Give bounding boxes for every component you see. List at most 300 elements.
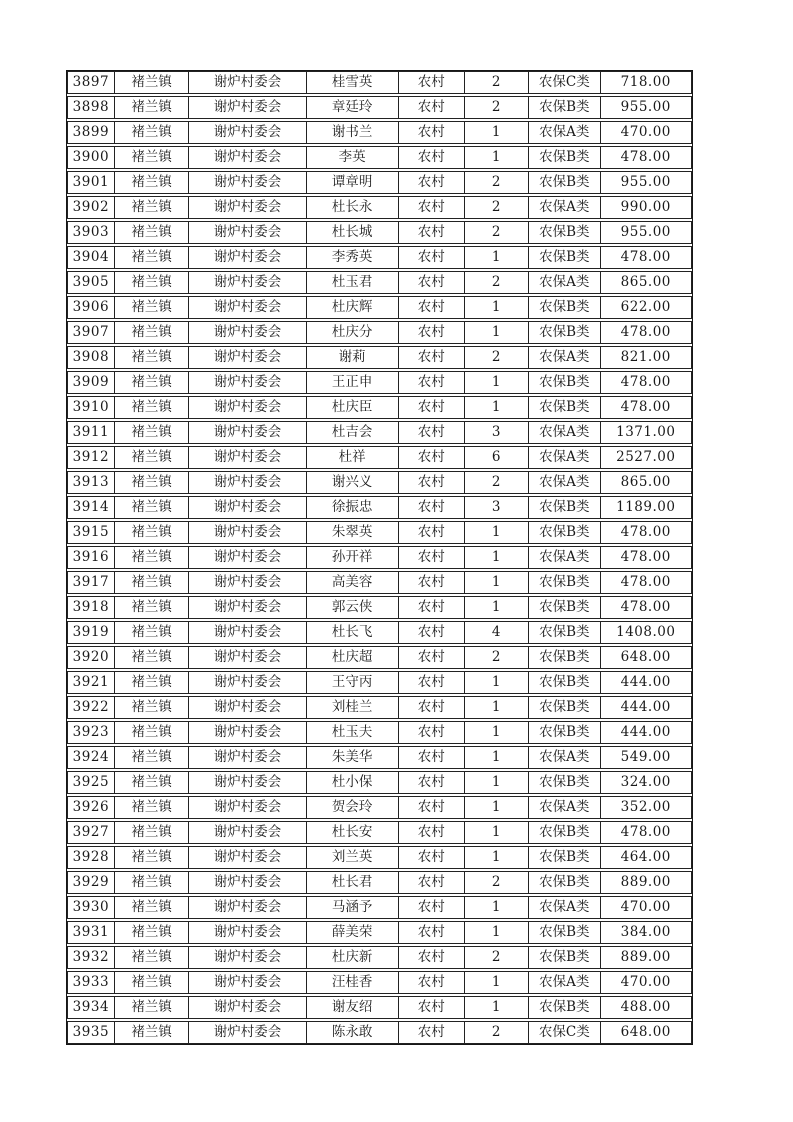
cell-town: 褚兰镇 bbox=[115, 97, 190, 118]
cell-household_type: 农村 bbox=[399, 522, 465, 543]
table-row bbox=[67, 796, 692, 819]
cell-household_type: 农村 bbox=[399, 597, 465, 618]
cell-household_type: 农村 bbox=[399, 672, 465, 693]
cell-name: 杜庆新 bbox=[307, 947, 399, 968]
cell-village_committee: 谢炉村委会 bbox=[189, 472, 306, 493]
table-row bbox=[67, 121, 692, 144]
cell-insurance_category: 农保A类 bbox=[529, 472, 601, 493]
cell-insurance_category: 农保B类 bbox=[529, 172, 601, 193]
cell-household_type: 农村 bbox=[399, 797, 465, 818]
cell-village_committee: 谢炉村委会 bbox=[189, 947, 306, 968]
cell-person_count: 2 bbox=[465, 222, 529, 243]
cell-name: 章廷玲 bbox=[307, 97, 399, 118]
cell-household_type: 农村 bbox=[399, 72, 465, 93]
cell-amount: 444.00 bbox=[620, 698, 671, 715]
cell-insurance_category: 农保B类 bbox=[529, 947, 601, 968]
cell-insurance_category: 农保A类 bbox=[529, 197, 601, 218]
cell-serial: 3926 bbox=[68, 797, 115, 818]
cell-name: 李秀英 bbox=[307, 247, 399, 268]
cell-serial: 3916 bbox=[68, 547, 115, 568]
cell-serial: 3920 bbox=[68, 647, 115, 668]
cell-serial: 3917 bbox=[68, 572, 115, 593]
cell-insurance_category: 农保B类 bbox=[529, 297, 601, 318]
cell-name: 薛美荣 bbox=[307, 922, 399, 943]
cell-town: 褚兰镇 bbox=[115, 422, 190, 443]
cell-household_type: 农村 bbox=[399, 622, 465, 643]
cell-serial: 3913 bbox=[68, 472, 115, 493]
cell-household_type: 农村 bbox=[399, 872, 465, 893]
cell-person_count: 2 bbox=[465, 947, 529, 968]
cell-insurance_category: 农保B类 bbox=[529, 697, 601, 718]
cell-person_count: 1 bbox=[465, 297, 529, 318]
cell-person_count: 1 bbox=[465, 597, 529, 618]
cell-serial: 3927 bbox=[68, 822, 115, 843]
table-row bbox=[67, 521, 692, 544]
cell-serial: 3931 bbox=[68, 922, 115, 943]
cell-town: 褚兰镇 bbox=[115, 897, 190, 918]
cell-amount: 478.00 bbox=[620, 548, 671, 565]
cell-serial: 3932 bbox=[68, 947, 115, 968]
cell-serial: 3934 bbox=[68, 997, 115, 1018]
cell-name: 杜小保 bbox=[307, 772, 399, 793]
cell-amount: 889.00 bbox=[620, 873, 671, 890]
table-row bbox=[67, 696, 692, 719]
cell-serial: 3900 bbox=[68, 147, 115, 168]
cell-household_type: 农村 bbox=[399, 372, 465, 393]
cell-amount: 648.00 bbox=[620, 648, 671, 665]
cell-town: 褚兰镇 bbox=[115, 772, 190, 793]
cell-person_count: 1 bbox=[465, 247, 529, 268]
table-row bbox=[67, 446, 692, 469]
cell-insurance_category: 农保B类 bbox=[529, 822, 601, 843]
cell-person_count: 1 bbox=[465, 997, 529, 1018]
cell-serial: 3928 bbox=[68, 847, 115, 868]
cell-insurance_category: 农保B类 bbox=[529, 597, 601, 618]
cell-insurance_category: 农保A类 bbox=[529, 797, 601, 818]
cell-household_type: 农村 bbox=[399, 322, 465, 343]
cell-amount: 955.00 bbox=[620, 173, 671, 190]
cell-serial: 3911 bbox=[68, 422, 115, 443]
cell-household_type: 农村 bbox=[399, 697, 465, 718]
cell-village_committee: 谢炉村委会 bbox=[189, 622, 306, 643]
cell-village_committee: 谢炉村委会 bbox=[189, 122, 306, 143]
table-row bbox=[67, 996, 692, 1019]
cell-amount: 478.00 bbox=[620, 323, 671, 340]
cell-insurance_category: 农保B类 bbox=[529, 847, 601, 868]
cell-person_count: 2 bbox=[465, 97, 529, 118]
cell-amount: 549.00 bbox=[620, 748, 671, 765]
cell-household_type: 农村 bbox=[399, 897, 465, 918]
cell-insurance_category: 农保B类 bbox=[529, 872, 601, 893]
cell-village_committee: 谢炉村委会 bbox=[189, 97, 306, 118]
cell-name: 杜庆超 bbox=[307, 647, 399, 668]
cell-amount: 470.00 bbox=[620, 898, 671, 915]
cell-person_count: 1 bbox=[465, 822, 529, 843]
cell-village_committee: 谢炉村委会 bbox=[189, 222, 306, 243]
cell-insurance_category: 农保A类 bbox=[529, 897, 601, 918]
cell-person_count: 2 bbox=[465, 647, 529, 668]
cell-name: 杜长安 bbox=[307, 822, 399, 843]
cell-serial: 3915 bbox=[68, 522, 115, 543]
cell-village_committee: 谢炉村委会 bbox=[189, 797, 306, 818]
cell-town: 褚兰镇 bbox=[115, 222, 190, 243]
cell-name: 汪桂香 bbox=[307, 972, 399, 993]
cell-serial: 3924 bbox=[68, 747, 115, 768]
cell-person_count: 1 bbox=[465, 397, 529, 418]
cell-village_committee: 谢炉村委会 bbox=[189, 72, 306, 93]
cell-household_type: 农村 bbox=[399, 247, 465, 268]
cell-village_committee: 谢炉村委会 bbox=[189, 747, 306, 768]
cell-village_committee: 谢炉村委会 bbox=[189, 322, 306, 343]
cell-amount: 470.00 bbox=[620, 973, 671, 990]
cell-village_committee: 谢炉村委会 bbox=[189, 497, 306, 518]
cell-household_type: 农村 bbox=[399, 172, 465, 193]
cell-name: 杜长飞 bbox=[307, 622, 399, 643]
cell-amount: 1189.00 bbox=[616, 498, 676, 515]
cell-name: 谢书兰 bbox=[307, 122, 399, 143]
cell-insurance_category: 农保C类 bbox=[529, 1022, 601, 1043]
cell-town: 褚兰镇 bbox=[115, 747, 190, 768]
cell-name: 杜庆辉 bbox=[307, 297, 399, 318]
cell-household_type: 农村 bbox=[399, 1022, 465, 1043]
cell-serial: 3907 bbox=[68, 322, 115, 343]
cell-town: 褚兰镇 bbox=[115, 397, 190, 418]
table-row bbox=[67, 221, 692, 244]
cell-town: 褚兰镇 bbox=[115, 1022, 190, 1043]
cell-village_committee: 谢炉村委会 bbox=[189, 572, 306, 593]
cell-serial: 3935 bbox=[68, 1022, 115, 1043]
cell-name: 孙开祥 bbox=[307, 547, 399, 568]
cell-amount: 478.00 bbox=[620, 823, 671, 840]
cell-town: 褚兰镇 bbox=[115, 722, 190, 743]
cell-serial: 3902 bbox=[68, 197, 115, 218]
cell-village_committee: 谢炉村委会 bbox=[189, 297, 306, 318]
cell-serial: 3929 bbox=[68, 872, 115, 893]
cell-town: 褚兰镇 bbox=[115, 947, 190, 968]
cell-amount: 2527.00 bbox=[616, 448, 676, 465]
cell-amount: 478.00 bbox=[620, 573, 671, 590]
cell-person_count: 3 bbox=[465, 422, 529, 443]
cell-insurance_category: 农保A类 bbox=[529, 747, 601, 768]
cell-village_committee: 谢炉村委会 bbox=[189, 247, 306, 268]
table-row bbox=[67, 946, 692, 969]
table-row bbox=[67, 421, 692, 444]
table-row bbox=[67, 921, 692, 944]
cell-serial: 3898 bbox=[68, 97, 115, 118]
cell-serial: 3912 bbox=[68, 447, 115, 468]
cell-village_committee: 谢炉村委会 bbox=[189, 447, 306, 468]
cell-amount: 324.00 bbox=[620, 773, 671, 790]
cell-serial: 3925 bbox=[68, 772, 115, 793]
cell-name: 王守丙 bbox=[307, 672, 399, 693]
cell-village_committee: 谢炉村委会 bbox=[189, 922, 306, 943]
table-row bbox=[67, 971, 692, 994]
cell-village_committee: 谢炉村委会 bbox=[189, 597, 306, 618]
cell-insurance_category: 农保B类 bbox=[529, 247, 601, 268]
cell-household_type: 农村 bbox=[399, 922, 465, 943]
cell-insurance_category: 农保B类 bbox=[529, 997, 601, 1018]
cell-household_type: 农村 bbox=[399, 147, 465, 168]
cell-town: 褚兰镇 bbox=[115, 647, 190, 668]
cell-person_count: 2 bbox=[465, 197, 529, 218]
cell-amount: 384.00 bbox=[620, 923, 671, 940]
cell-amount: 444.00 bbox=[620, 723, 671, 740]
cell-household_type: 农村 bbox=[399, 647, 465, 668]
cell-name: 刘桂兰 bbox=[307, 697, 399, 718]
cell-village_committee: 谢炉村委会 bbox=[189, 347, 306, 368]
cell-person_count: 2 bbox=[465, 172, 529, 193]
cell-town: 褚兰镇 bbox=[115, 847, 190, 868]
cell-town: 褚兰镇 bbox=[115, 997, 190, 1018]
cell-town: 褚兰镇 bbox=[115, 247, 190, 268]
cell-insurance_category: 农保B类 bbox=[529, 522, 601, 543]
table-row bbox=[67, 371, 692, 394]
cell-amount: 1371.00 bbox=[616, 423, 676, 440]
cell-amount: 955.00 bbox=[620, 223, 671, 240]
cell-name: 杜庆分 bbox=[307, 322, 399, 343]
cell-insurance_category: 农保C类 bbox=[529, 72, 601, 93]
cell-household_type: 农村 bbox=[399, 447, 465, 468]
cell-person_count: 1 bbox=[465, 672, 529, 693]
cell-name: 杜玉夫 bbox=[307, 722, 399, 743]
cell-amount: 1408.00 bbox=[616, 623, 676, 640]
cell-insurance_category: 农保A类 bbox=[529, 447, 601, 468]
cell-person_count: 2 bbox=[465, 872, 529, 893]
cell-person_count: 2 bbox=[465, 347, 529, 368]
table-row bbox=[67, 546, 692, 569]
cell-person_count: 1 bbox=[465, 747, 529, 768]
cell-household_type: 农村 bbox=[399, 847, 465, 868]
cell-person_count: 1 bbox=[465, 897, 529, 918]
cell-amount: 955.00 bbox=[620, 98, 671, 115]
cell-household_type: 农村 bbox=[399, 347, 465, 368]
cell-village_committee: 谢炉村委会 bbox=[189, 647, 306, 668]
cell-town: 褚兰镇 bbox=[115, 372, 190, 393]
table-row bbox=[67, 621, 692, 644]
cell-name: 李英 bbox=[307, 147, 399, 168]
cell-insurance_category: 农保B类 bbox=[529, 922, 601, 943]
table-row bbox=[67, 846, 692, 869]
cell-village_committee: 谢炉村委会 bbox=[189, 697, 306, 718]
cell-town: 褚兰镇 bbox=[115, 297, 190, 318]
cell-village_committee: 谢炉村委会 bbox=[189, 197, 306, 218]
cell-serial: 3922 bbox=[68, 697, 115, 718]
cell-insurance_category: 农保B类 bbox=[529, 622, 601, 643]
cell-serial: 3899 bbox=[68, 122, 115, 143]
cell-insurance_category: 农保B类 bbox=[529, 497, 601, 518]
cell-person_count: 1 bbox=[465, 572, 529, 593]
cell-serial: 3923 bbox=[68, 722, 115, 743]
cell-village_committee: 谢炉村委会 bbox=[189, 822, 306, 843]
cell-household_type: 农村 bbox=[399, 572, 465, 593]
cell-insurance_category: 农保A类 bbox=[529, 972, 601, 993]
cell-household_type: 农村 bbox=[399, 222, 465, 243]
cell-village_committee: 谢炉村委会 bbox=[189, 1022, 306, 1043]
cell-household_type: 农村 bbox=[399, 497, 465, 518]
cell-name: 刘兰英 bbox=[307, 847, 399, 868]
cell-name: 马涵予 bbox=[307, 897, 399, 918]
cell-town: 褚兰镇 bbox=[115, 697, 190, 718]
cell-town: 褚兰镇 bbox=[115, 922, 190, 943]
cell-household_type: 农村 bbox=[399, 422, 465, 443]
cell-amount: 478.00 bbox=[620, 523, 671, 540]
table-row bbox=[67, 771, 692, 794]
cell-name: 桂雪英 bbox=[307, 72, 399, 93]
cell-person_count: 1 bbox=[465, 922, 529, 943]
cell-name: 郭云侠 bbox=[307, 597, 399, 618]
cell-town: 褚兰镇 bbox=[115, 322, 190, 343]
cell-name: 谭章明 bbox=[307, 172, 399, 193]
cell-village_committee: 谢炉村委会 bbox=[189, 772, 306, 793]
cell-name: 谢友绍 bbox=[307, 997, 399, 1018]
cell-insurance_category: 农保B类 bbox=[529, 222, 601, 243]
cell-person_count: 2 bbox=[465, 472, 529, 493]
table-row bbox=[67, 746, 692, 769]
cell-town: 褚兰镇 bbox=[115, 872, 190, 893]
cell-person_count: 1 bbox=[465, 147, 529, 168]
cell-insurance_category: 农保B类 bbox=[529, 672, 601, 693]
cell-amount: 470.00 bbox=[620, 123, 671, 140]
table-row bbox=[67, 721, 692, 744]
table-row bbox=[67, 246, 692, 269]
cell-name: 杜庆臣 bbox=[307, 397, 399, 418]
cell-amount: 444.00 bbox=[620, 673, 671, 690]
cell-person_count: 1 bbox=[465, 972, 529, 993]
cell-serial: 3914 bbox=[68, 497, 115, 518]
cell-household_type: 农村 bbox=[399, 272, 465, 293]
cell-amount: 464.00 bbox=[620, 848, 671, 865]
cell-name: 徐振忠 bbox=[307, 497, 399, 518]
cell-amount: 648.00 bbox=[620, 1023, 671, 1040]
cell-amount: 718.00 bbox=[620, 73, 671, 90]
cell-amount: 478.00 bbox=[620, 148, 671, 165]
cell-person_count: 1 bbox=[465, 772, 529, 793]
cell-amount: 478.00 bbox=[620, 598, 671, 615]
cell-serial: 3921 bbox=[68, 672, 115, 693]
cell-name: 杜吉会 bbox=[307, 422, 399, 443]
table-row bbox=[67, 296, 692, 319]
cell-village_committee: 谢炉村委会 bbox=[189, 872, 306, 893]
cell-person_count: 2 bbox=[465, 272, 529, 293]
cell-household_type: 农村 bbox=[399, 97, 465, 118]
cell-name: 朱美华 bbox=[307, 747, 399, 768]
cell-amount: 478.00 bbox=[620, 248, 671, 265]
cell-town: 褚兰镇 bbox=[115, 972, 190, 993]
cell-town: 褚兰镇 bbox=[115, 122, 190, 143]
cell-village_committee: 谢炉村委会 bbox=[189, 547, 306, 568]
cell-amount: 821.00 bbox=[620, 348, 671, 365]
cell-serial: 3901 bbox=[68, 172, 115, 193]
cell-person_count: 6 bbox=[465, 447, 529, 468]
cell-town: 褚兰镇 bbox=[115, 547, 190, 568]
cell-name: 朱翠英 bbox=[307, 522, 399, 543]
cell-village_committee: 谢炉村委会 bbox=[189, 172, 306, 193]
table-row bbox=[67, 71, 692, 94]
cell-amount: 865.00 bbox=[620, 273, 671, 290]
cell-village_committee: 谢炉村委会 bbox=[189, 897, 306, 918]
cell-insurance_category: 农保B类 bbox=[529, 647, 601, 668]
cell-serial: 3933 bbox=[68, 972, 115, 993]
cell-amount: 990.00 bbox=[620, 198, 671, 215]
cell-insurance_category: 农保B类 bbox=[529, 147, 601, 168]
cell-town: 褚兰镇 bbox=[115, 172, 190, 193]
cell-household_type: 农村 bbox=[399, 722, 465, 743]
cell-insurance_category: 农保A类 bbox=[529, 347, 601, 368]
table-row bbox=[67, 96, 692, 119]
cell-name: 谢莉 bbox=[307, 347, 399, 368]
cell-town: 褚兰镇 bbox=[115, 147, 190, 168]
cell-village_committee: 谢炉村委会 bbox=[189, 997, 306, 1018]
cell-amount: 889.00 bbox=[620, 948, 671, 965]
cell-name: 杜长城 bbox=[307, 222, 399, 243]
cell-town: 褚兰镇 bbox=[115, 347, 190, 368]
cell-village_committee: 谢炉村委会 bbox=[189, 722, 306, 743]
cell-person_count: 1 bbox=[465, 722, 529, 743]
cell-household_type: 农村 bbox=[399, 472, 465, 493]
cell-household_type: 农村 bbox=[399, 972, 465, 993]
table-row bbox=[67, 871, 692, 894]
cell-insurance_category: 农保B类 bbox=[529, 97, 601, 118]
cell-insurance_category: 农保A类 bbox=[529, 272, 601, 293]
cell-insurance_category: 农保B类 bbox=[529, 322, 601, 343]
table-row bbox=[67, 146, 692, 169]
table-row bbox=[67, 596, 692, 619]
cell-name: 杜玉君 bbox=[307, 272, 399, 293]
table-row bbox=[67, 571, 692, 594]
cell-household_type: 农村 bbox=[399, 397, 465, 418]
cell-insurance_category: 农保B类 bbox=[529, 572, 601, 593]
cell-household_type: 农村 bbox=[399, 747, 465, 768]
cell-town: 褚兰镇 bbox=[115, 797, 190, 818]
cell-household_type: 农村 bbox=[399, 297, 465, 318]
cell-serial: 3903 bbox=[68, 222, 115, 243]
cell-person_count: 2 bbox=[465, 72, 529, 93]
cell-insurance_category: 农保A类 bbox=[529, 422, 601, 443]
cell-serial: 3897 bbox=[68, 72, 115, 93]
cell-person_count: 1 bbox=[465, 372, 529, 393]
table-row bbox=[67, 196, 692, 219]
cell-serial: 3930 bbox=[68, 897, 115, 918]
cell-town: 褚兰镇 bbox=[115, 597, 190, 618]
cell-town: 褚兰镇 bbox=[115, 447, 190, 468]
cell-insurance_category: 农保B类 bbox=[529, 372, 601, 393]
cell-person_count: 3 bbox=[465, 497, 529, 518]
cell-household_type: 农村 bbox=[399, 547, 465, 568]
cell-village_committee: 谢炉村委会 bbox=[189, 272, 306, 293]
table-row bbox=[67, 471, 692, 494]
cell-name: 杜祥 bbox=[307, 447, 399, 468]
table-row bbox=[67, 1021, 692, 1044]
cell-name: 陈永敢 bbox=[307, 1022, 399, 1043]
table-row bbox=[67, 396, 692, 419]
cell-village_committee: 谢炉村委会 bbox=[189, 972, 306, 993]
cell-town: 褚兰镇 bbox=[115, 72, 190, 93]
cell-village_committee: 谢炉村委会 bbox=[189, 147, 306, 168]
cell-insurance_category: 农保A类 bbox=[529, 122, 601, 143]
cell-town: 褚兰镇 bbox=[115, 197, 190, 218]
cell-amount: 478.00 bbox=[620, 398, 671, 415]
cell-person_count: 1 bbox=[465, 797, 529, 818]
cell-village_committee: 谢炉村委会 bbox=[189, 847, 306, 868]
cell-household_type: 农村 bbox=[399, 947, 465, 968]
table-row bbox=[67, 321, 692, 344]
cell-name: 杜长永 bbox=[307, 197, 399, 218]
cell-person_count: 1 bbox=[465, 547, 529, 568]
cell-name: 高美容 bbox=[307, 572, 399, 593]
cell-amount: 865.00 bbox=[620, 473, 671, 490]
cell-insurance_category: 农保B类 bbox=[529, 397, 601, 418]
cell-amount: 488.00 bbox=[620, 998, 671, 1015]
